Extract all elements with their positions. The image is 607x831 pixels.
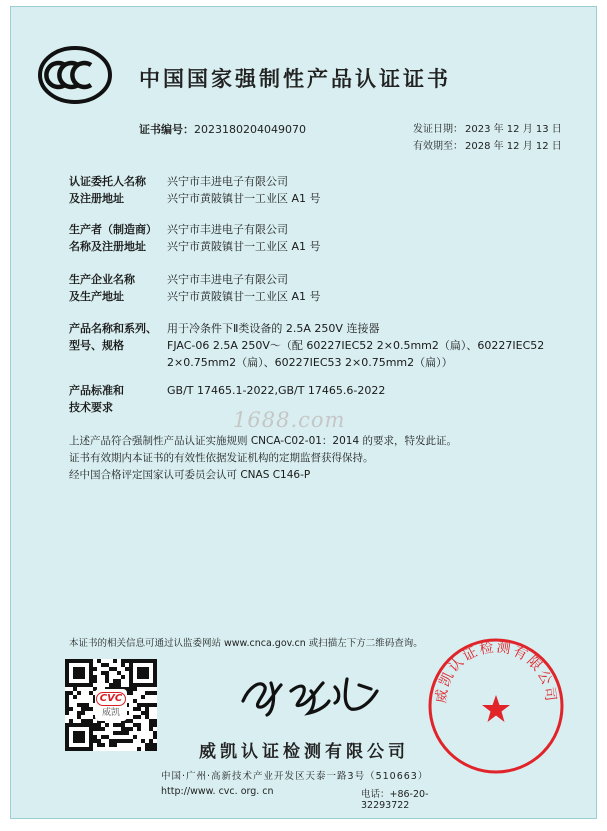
field-label: 生产者（制造商） 名称及注册地址 bbox=[69, 223, 157, 253]
ccc-logo bbox=[37, 45, 113, 105]
svg-text:威凯认证检测有限公司: 威凯认证检测有限公司 bbox=[433, 639, 559, 705]
field-value: 兴宁市丰进电子有限公司 兴宁市黄陂镇甘一工业区 A1 号 bbox=[167, 273, 321, 303]
field-label: 产品标准和 技术要求 bbox=[69, 384, 124, 414]
footer-telephone: 电话：+86-20-32293722 bbox=[361, 789, 429, 811]
certificate-page bbox=[10, 6, 597, 819]
field-value: GB/T 17465.1-2022,GB/T 17465.6-2022 bbox=[167, 384, 386, 397]
expiry-date-value: 2028 年 12 月 12 日 bbox=[465, 141, 562, 152]
qr-logo bbox=[95, 689, 127, 721]
field-value: 兴宁市丰进电子有限公司 兴宁市黄陂镇甘一工业区 A1 号 bbox=[167, 223, 321, 253]
statement-line: 上述产品符合强制性产品认证实施规则 CNCA-C02-01：2014 的要求，特发此证。 bbox=[69, 435, 457, 447]
signature bbox=[231, 661, 391, 721]
qr-logo-text: CVC bbox=[96, 692, 126, 706]
field-value: 兴宁市丰进电子有限公司 兴宁市黄陂镇甘一工业区 A1 号 bbox=[167, 175, 321, 205]
certificate-title: 中国国家强制性产品认证证书 bbox=[139, 67, 451, 91]
certificate-number-label: 证书编号： bbox=[139, 123, 194, 136]
footer-contact bbox=[161, 786, 437, 811]
statement-line: 经中国合格评定国家认可委员会认可 CNAS C146-P bbox=[69, 469, 311, 481]
watermark: 1688.com bbox=[233, 408, 346, 432]
statement-block bbox=[69, 433, 569, 484]
footer-address: 中国·广州·高新技术产业开发区天泰一路3号（510663） bbox=[161, 771, 429, 782]
issuing-company: 威凯认证检测有限公司 bbox=[199, 742, 409, 762]
field-label: 生产企业名称 及生产地址 bbox=[69, 273, 135, 303]
official-seal bbox=[425, 635, 567, 777]
certificate-dates bbox=[413, 121, 562, 155]
expiry-date-row bbox=[413, 138, 562, 155]
qr-logo-subtext: 威凯 bbox=[101, 708, 120, 718]
verification-note: 本证书的相关信息可通过认监委网站 www.cnca.gov.cn 或扫描左下方二维码查询。 bbox=[69, 638, 423, 649]
certificate-number bbox=[139, 121, 306, 137]
issue-date-row bbox=[413, 121, 562, 138]
issue-date-value: 2023 年 12 月 13 日 bbox=[465, 124, 562, 135]
issue-date-label: 发证日期： bbox=[413, 124, 463, 135]
certificate-number-value: 2023180204049070 bbox=[194, 123, 306, 136]
statement-line: 证书有效期内本证书的有效性依据发证机构的定期监督获得保持。 bbox=[69, 452, 374, 464]
field-label: 产品名称和系列、 型号、规格 bbox=[69, 322, 157, 352]
footer-website-link[interactable]: http://www. cvc. org. cn bbox=[161, 786, 274, 797]
field-label: 认证委托人名称 及注册地址 bbox=[69, 175, 146, 205]
qr-code[interactable] bbox=[65, 659, 157, 751]
expiry-date-label: 有效期至： bbox=[413, 141, 463, 152]
field-value: 用于冷条件下Ⅱ类设备的 2.5A 250V 连接器 FJAC-06 2.5A 250V～（配 60227IEC52 2×0.5mm2（扁）、60227IEC52 2×0.75mm2（扁）、60227IEC53 2×0.75mm2（扁）） bbox=[167, 322, 545, 369]
